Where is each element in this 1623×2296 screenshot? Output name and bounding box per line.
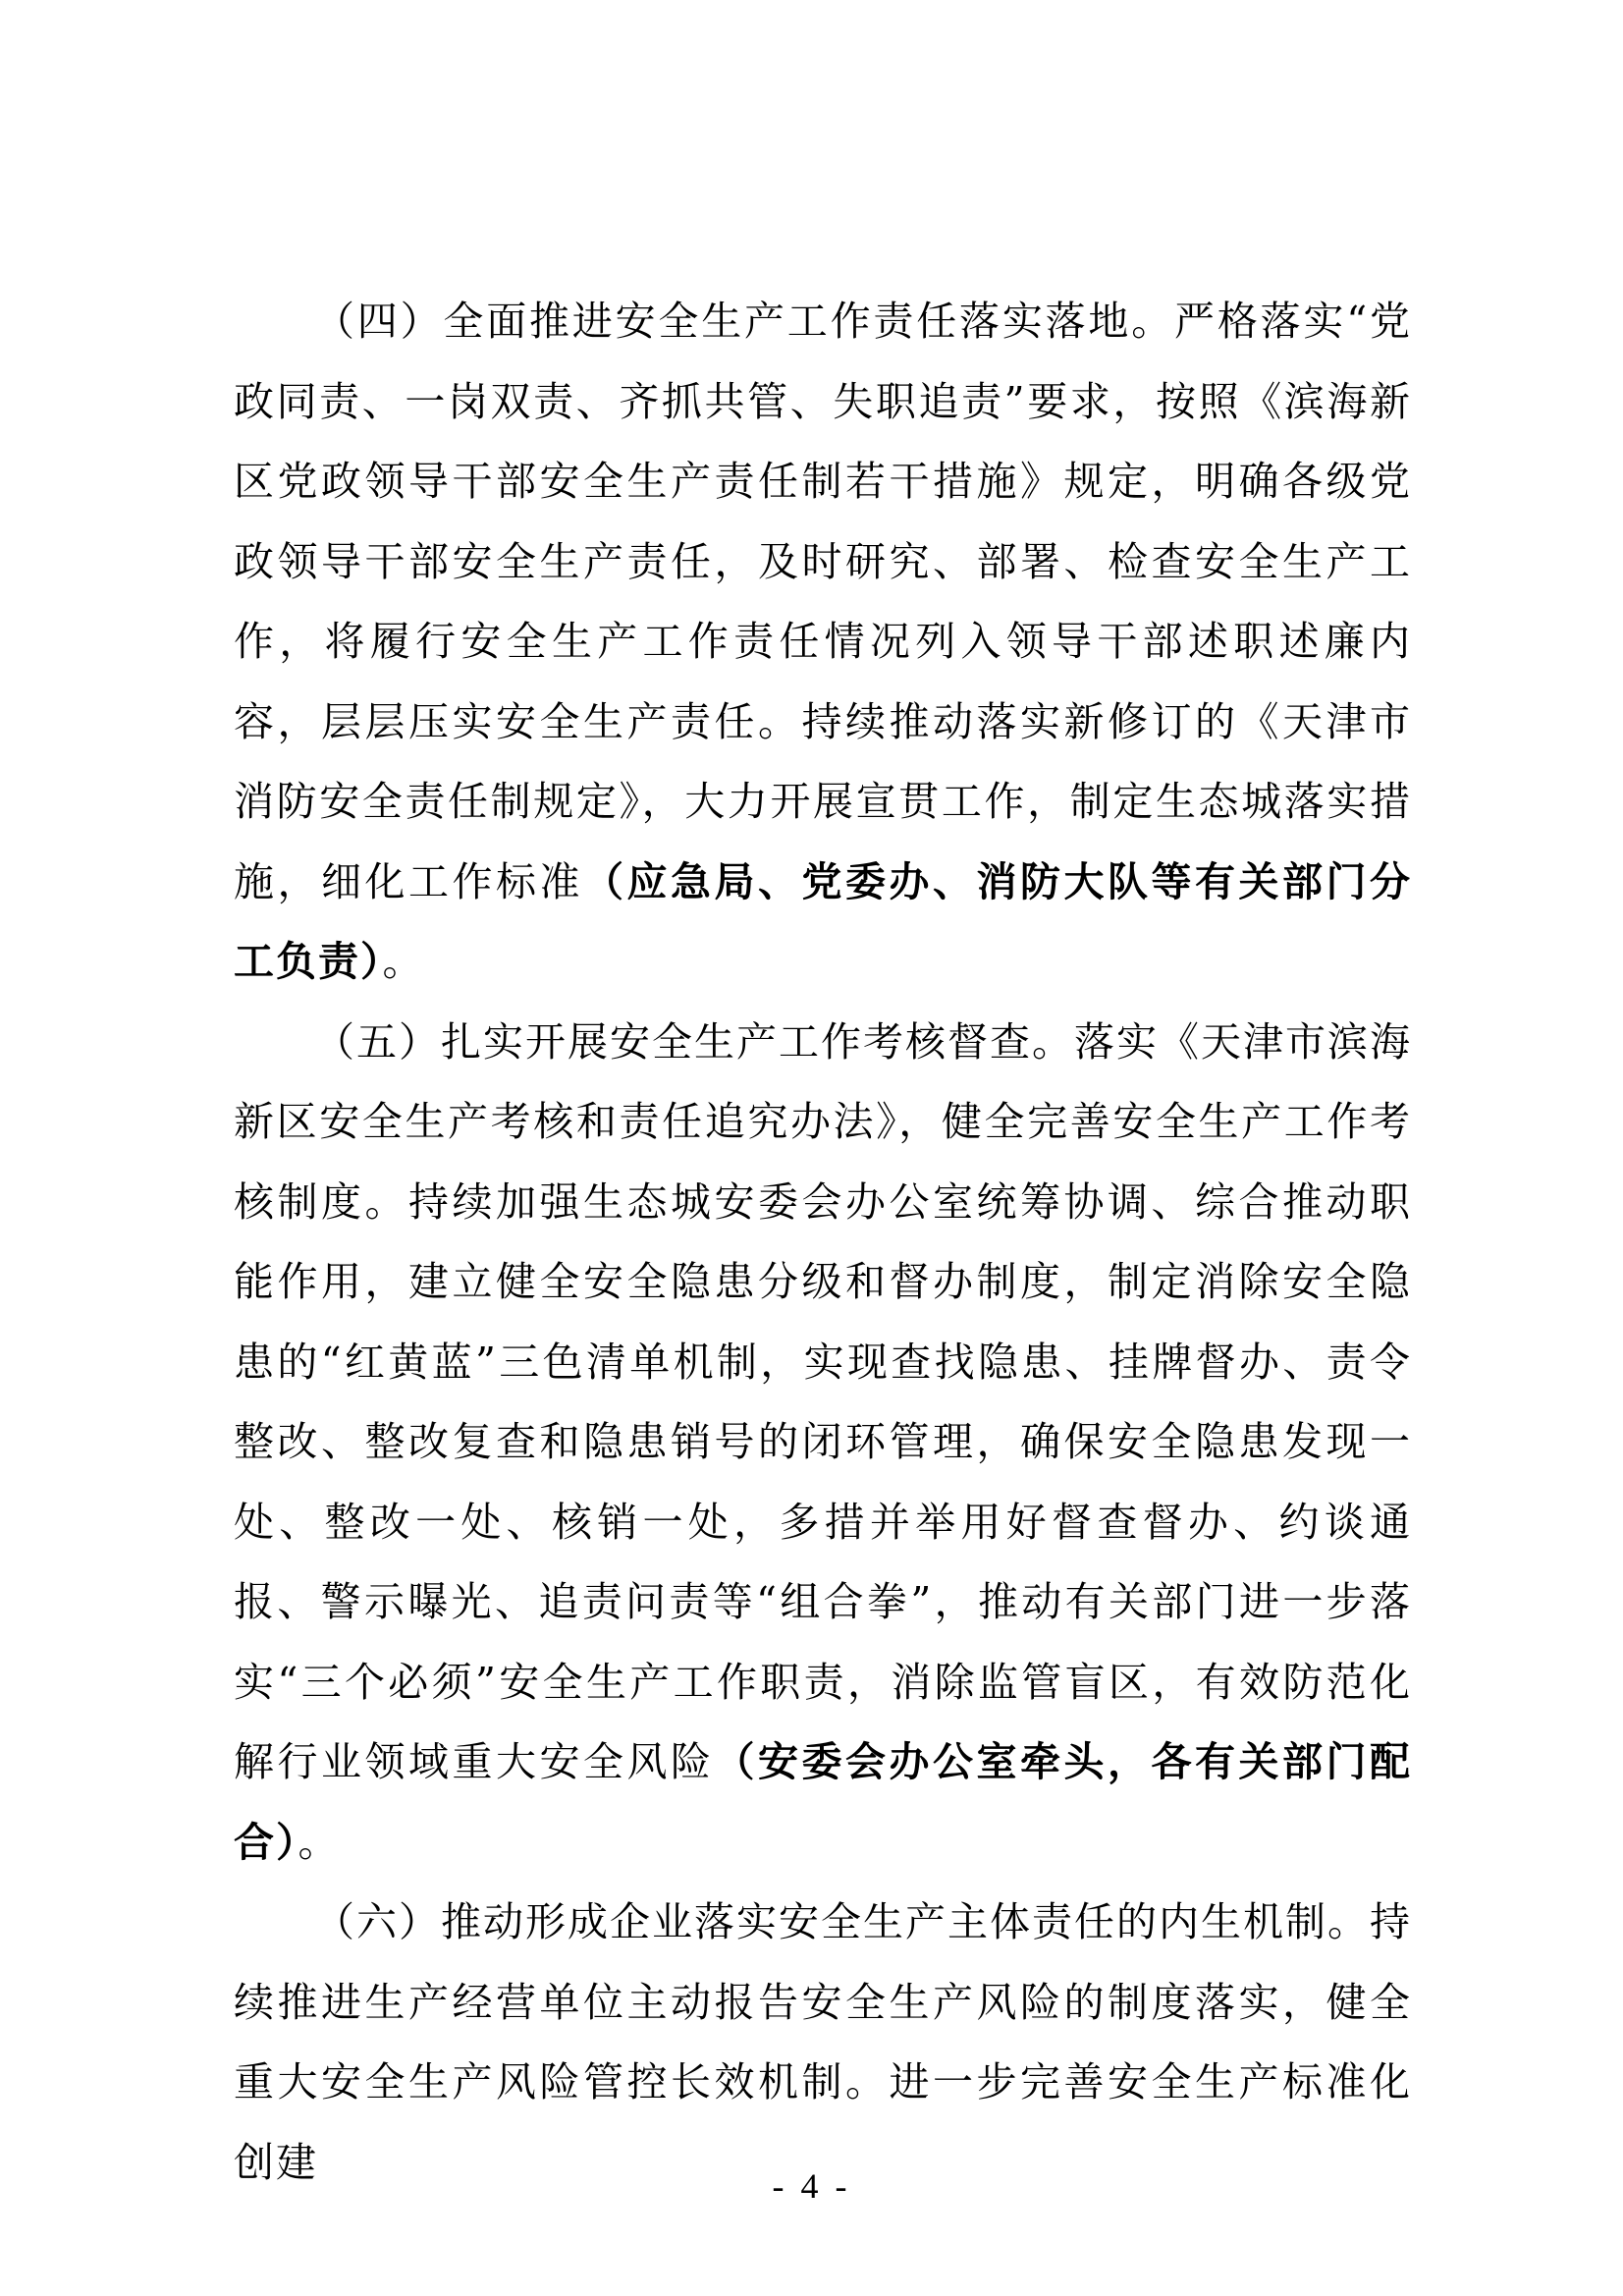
paragraph-4-end: 。 xyxy=(382,938,425,985)
paragraph-4 xyxy=(234,282,1412,1003)
paragraph-6 xyxy=(234,1883,1412,2203)
paragraph-4-responsibility: （应急局、党委办、消防大队等有关部门分工负责） xyxy=(234,857,1412,985)
paragraph-6-text: （六）推动形成企业落实安全生产主体责任的内生机制。持续推进生产经营单位主动报告安全生产风险的制度落实，健全重大安全生产风险管控长效机制。进一步完善安全生产标准化创建 xyxy=(234,1898,1412,2186)
paragraph-5 xyxy=(234,1003,1412,1884)
paragraph-5-responsibility: （安委会办公室牵头，各有关部门配合） xyxy=(234,1738,1412,1866)
page-number: - 4 - xyxy=(772,2166,851,2206)
paragraph-4-text: （四）全面推进安全生产工作责任落实落地。严格落实“党政同责、一岗双责、齐抓共管、失职追责”要求，按照《滨海新区党政领导干部安全生产责任制若干措施》规定，明确各级党政领导干部安全生产责任，及时研究、部署、检查安全生产工作，将履行安全生产工作责任情况列入领导干部述职述廉内容，层层压实安全生产责任。持续推动落实新修订的《天津市消防安全责任制规定》，大力开展宣贯工作，制定生态城落实措施，细化工作标准 xyxy=(234,298,1412,905)
body-text xyxy=(234,282,1412,2203)
paragraph-5-end: 。 xyxy=(298,1818,341,1866)
paragraph-5-text: （五）扎实开展安全生产工作考核督查。落实《天津市滨海新区安全生产考核和责任追究办法》，健全完善安全生产工作考核制度。持续加强生态城安委会办公室统筹协调、综合推动职能作用，建立健全安全隐患分级和督办制度，制定消除安全隐患的“红黄蓝”三色清单机制，实现查找隐患、挂牌督办、责令整改、整改复查和隐患销号的闭环管理，确保安全隐患发现一处、整改一处、核销一处，多措并举用好督查督办、约谈通报、警示曝光、追责问责等“组合拳”，推动有关部门进一步落实“三个必须”安全生产工作职责，消除监管盲区，有效防范化解行业领域重大安全风险 xyxy=(234,1017,1412,1785)
